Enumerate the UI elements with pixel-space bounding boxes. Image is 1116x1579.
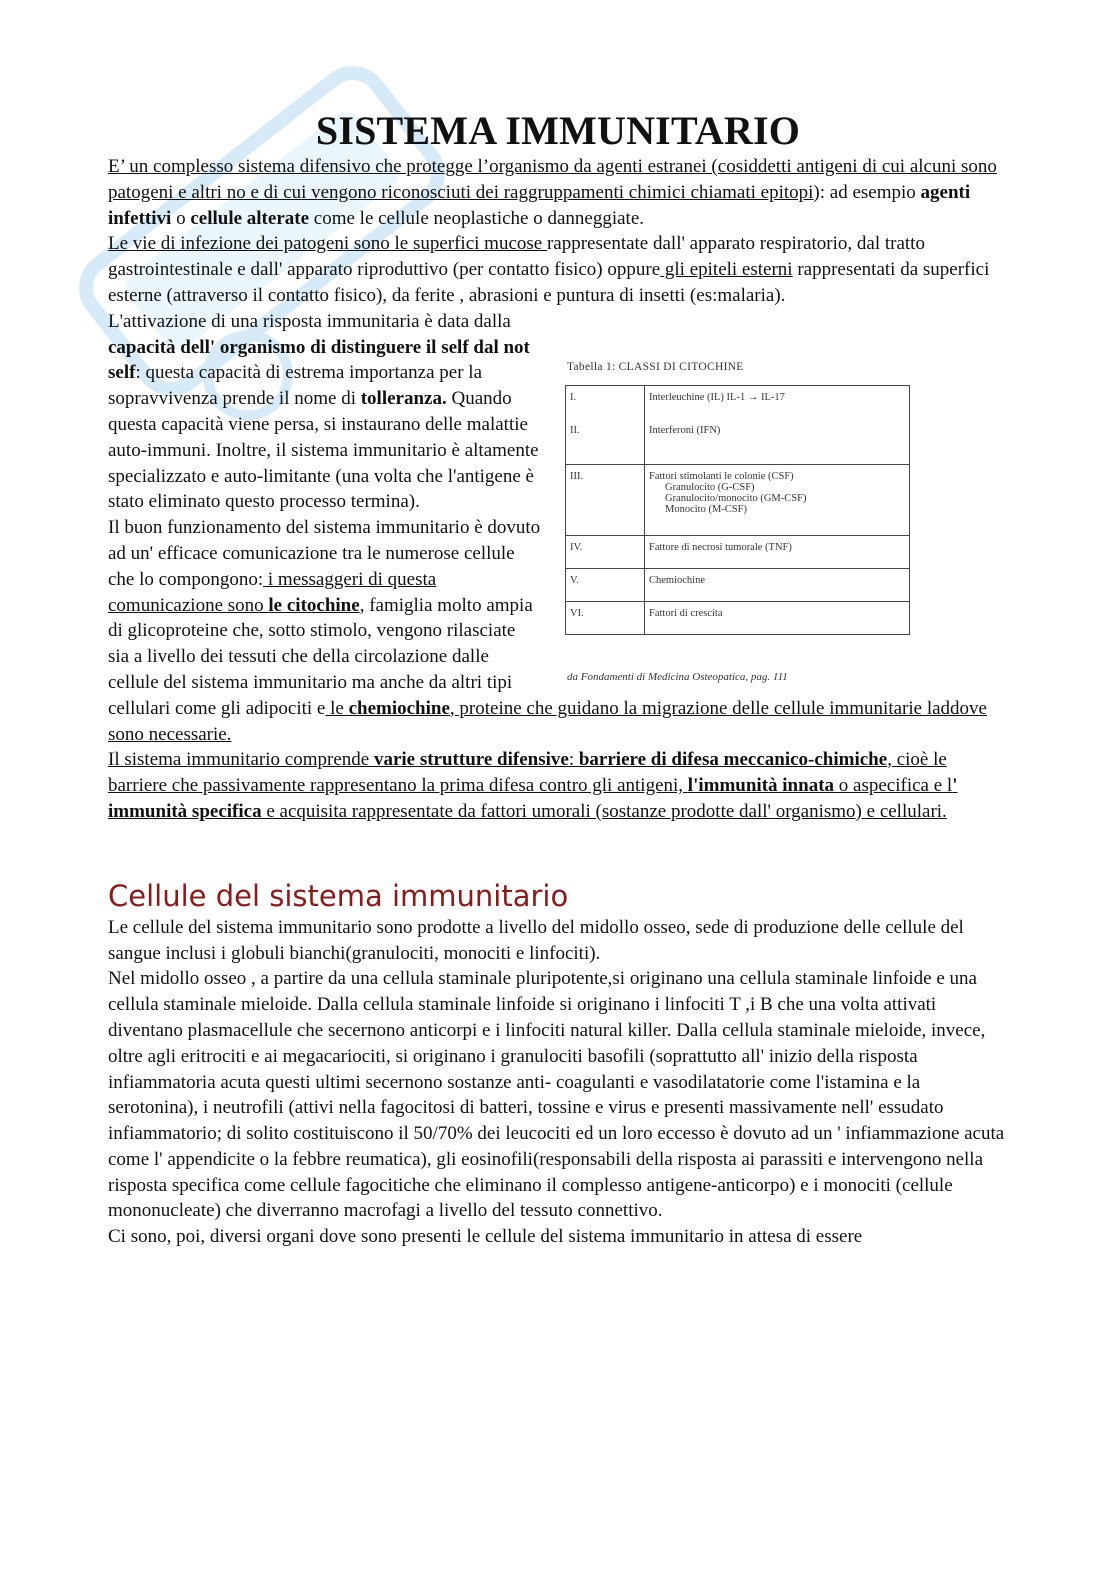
- cytokine-table: [565, 385, 910, 635]
- figure-source: da Fondamenti di Medicina Osteopatica, pag. 111: [567, 670, 788, 683]
- page-title: SISTEMA IMMUNITARIO: [315, 108, 801, 153]
- section-heading: Cellule del sistema immunitario: [108, 878, 569, 913]
- intro-paragraph: E’ un complesso sistema difensivo che protegge l’organismo da agenti estranei (cosiddetti antigeni di cui alcuni sono patogeni e altri no e di cui vengono riconosciuti dei raggruppamenti chimici chiamati epitopi): ad esempio agenti infettivi o cellule alterate come le cellule neoplastiche o danneggiate.: [108, 156, 997, 229]
- section-paragraph-3: Ci sono, poi, diversi organi dove sono presenti le cellule del sistema immunitario in attesa di essere: [108, 1226, 863, 1248]
- cytokine-table-figure: [565, 361, 960, 683]
- table-row: IV. Fattore di necrosi tumorale (TNF): [566, 535, 910, 568]
- document-page: [108, 108, 1008, 1250]
- section-paragraph-1: Le cellule del sistema immunitario sono prodotte a livello del midollo osseo, sede di produzione delle cellule del sangue inclusi i globuli bianchi(granulociti, monociti e linfociti).: [108, 916, 964, 964]
- table-row: VI. Fattori di crescita: [566, 601, 910, 634]
- section-paragraph-2: Nel midollo osseo , a partire da una cellula staminale pluripotente,si originano una cellula staminale linfoide e una cellula staminale mieloide. Dalla cellula staminale linfoide si originano i linfociti T ,i B che una volta attivati diventano plasmacellule che secernono anticorpi e i linfociti natural killer. Dalla cellula staminale mieloide, invece, oltre agli eritrociti e ai megacariociti, si originano i granulociti basofili (soprattutto all' inizio della risposta infiammatoria acuta questi ultimi secernono sostanze anti- coagulanti e vasodilatatorie come l'istamina e la serotonina), i neutrofili (attivi nella fagocitosi di batteri, tossine e virus e presenti massivamente nell' essudato infiammatorio; di solito costituiscono il 50/70% dei leucociti ed un loro eccesso è dovuto ad un ' infiammazione acuta come l' appendicite o la febbre reumatica), gli eosinofili(responsabili della risposta ai parassiti e intervengono nella risposta specifica come cellule fagocitiche che eliminano il complesso antigene-anticorpo) e i monociti (cellule mononucleate) che diverranno macrofagi a livello del tessuto connettivo.: [108, 968, 1005, 1222]
- figure-caption: Tabella 1: CLASSI DI CITOCHINE: [567, 360, 744, 373]
- table-row: I. II. Interleuchine (IL) IL-1 → IL-17 Interferoni (IFN): [566, 385, 910, 464]
- table-row: III. Fattori stimolanti le colonie (CSF) Granulocito (G-CSF) Granulocito/monocito (GM-CSF) Monocito (M-CSF): [566, 464, 910, 535]
- table-row: V. Chemiochine: [566, 568, 910, 601]
- communication-paragraph: Il buon funzionamento del sistema immunitario è dovuto ad un' efficace comunicazione tra le numerose cellule che lo compongono: i messaggeri di questa comunicazione sono le citochine, famiglia molto ampia di glicoproteine che, sotto stimolo, vengono rilasciate sia a livello dei tessuti che della circolazione dalle cellule del sistema immunitario ma anche da altri tipi cellulari come gli adipociti e le chemiochine, proteine che guidano la migrazione delle cellule immunitarie laddove sono necessarie.: [108, 517, 987, 745]
- defenses-paragraph: Il sistema immunitario comprende varie strutture difensive: barriere di difesa meccanico-chimiche, cioè le barriere che passivamente rappresentano la prima difesa contro gli antigeni, l'immunità innata o aspecifica e l' immunità specifica e acquisita rappresentate da fattori umorali (sostanze prodotte dall' organismo) e cellulari.: [108, 749, 958, 822]
- infection-paragraph: Le vie di infezione dei patogeni sono le superfici mucose rappresentate dall' apparato respiratorio, dal tratto gastrointestinale e dall' apparato riproduttivo (per contatto fisico) oppure gli epiteli esterni rappresentati da superfici esterne (attraverso il contatto fisico), da ferite , abrasioni e puntura di insetti (es:malaria).: [108, 233, 990, 306]
- activation-paragraph: L'attivazione di una risposta immunitaria è data dalla capacità dell' organismo di distinguere il self dal not self: questa capacità di estrema importanza per la sopravvivenza prende il nome di tolleranza. Quando questa capacità viene persa, si instaurano delle malattie auto-immuni. Inoltre, il sistema immunitario è altamente specializzato e auto-limitante (una volta che l'antigene è stato eliminato questo processo termina).: [108, 310, 539, 513]
- intro-underlined: E’ un complesso sistema difensivo che protegge l’organismo da agenti estranei (cosiddetti antigeni di cui alcuni sono patogeni e altri no e di cui vengono riconosciuti dei raggruppamenti chimici chiamati epitopi): [108, 156, 997, 203]
